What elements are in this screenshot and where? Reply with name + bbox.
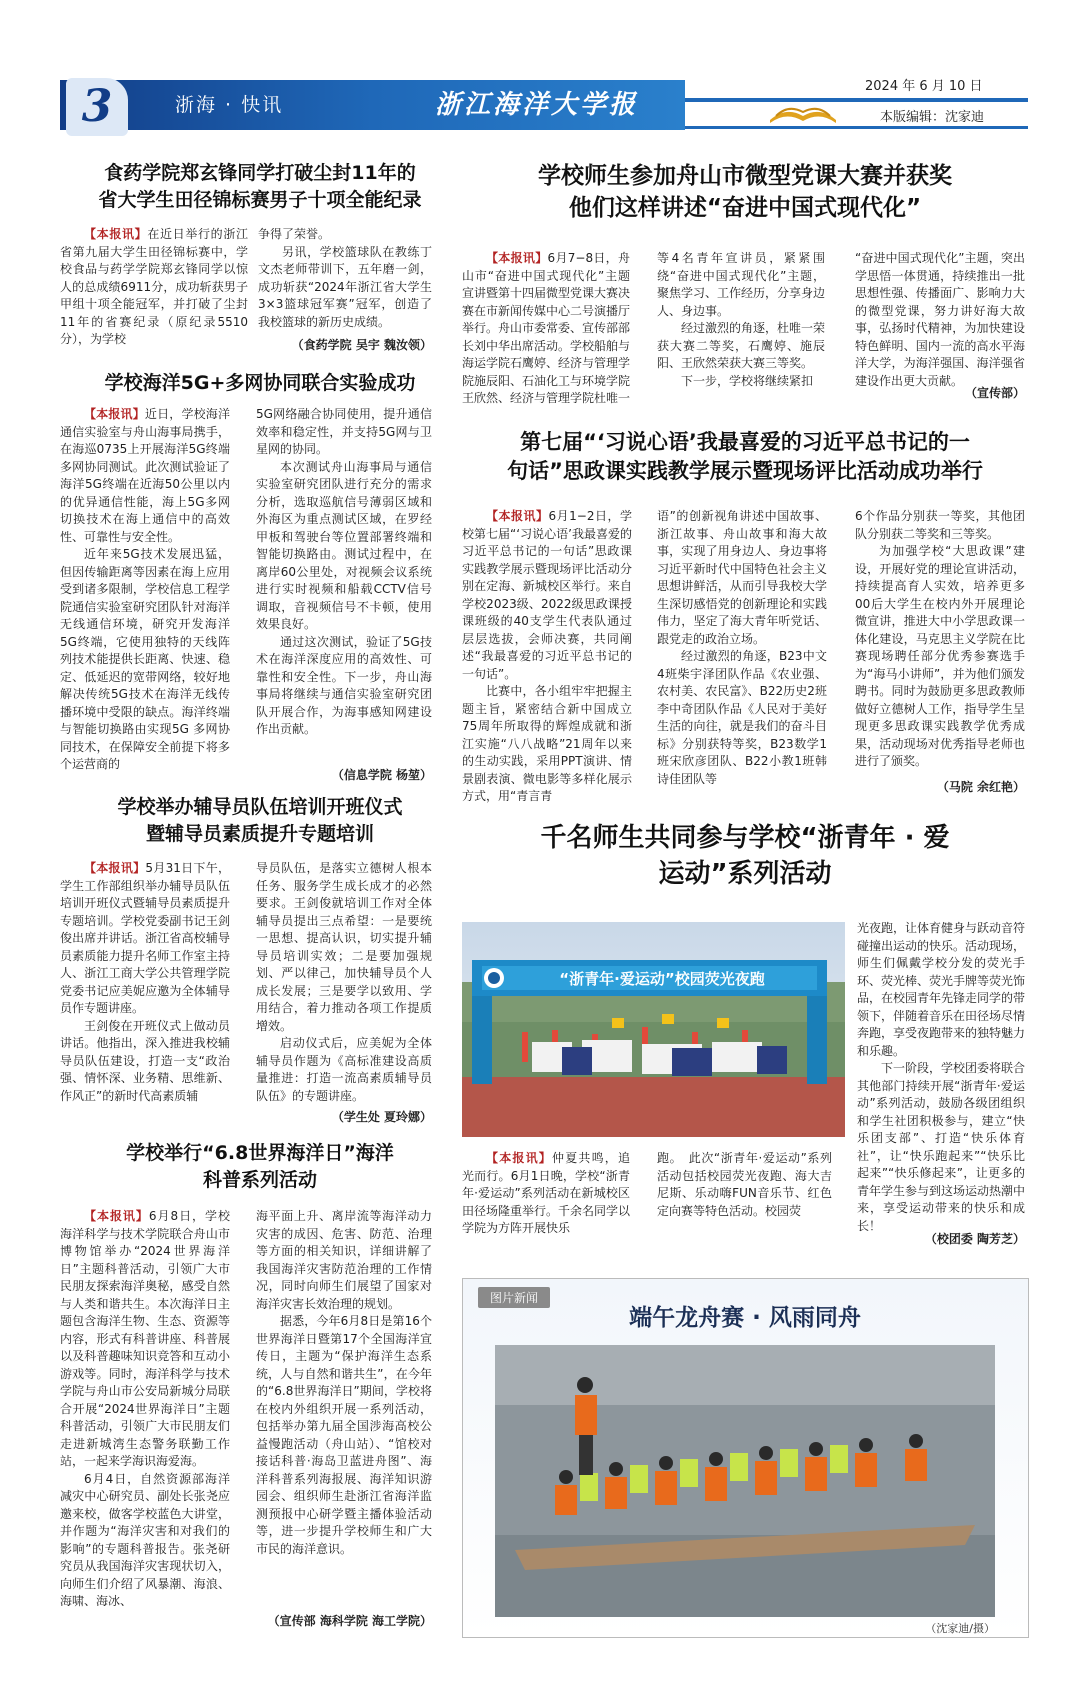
byline: （信息学院 杨堃）	[331, 768, 432, 782]
byline: （食药学院 吴宇 魏汝领）	[291, 338, 432, 352]
article-body	[462, 250, 630, 408]
article-body	[857, 920, 1025, 1235]
paragraph: 导员队伍，是落实立德树人根本任务、服务学生成长成才的必然要求。王剑俊就培训工作对全体辅导员提出三点希望：一是要统一思想、提高认识，切实提升辅导员培训实效；二是要加强规划、严以律己，加快辅导员个人成长发展；三是要学以致用、学用结合，着力推动各项工作提质增效。	[256, 861, 432, 1033]
report-tag: 【本报讯】	[84, 407, 145, 421]
paragraph: 近日，学校海洋通信实验室与舟山海事局携手，在海巡0735上开展海洋5G终端多网协同测试。此次测试验证了海洋5G终端在近海50公里以内的优异通信性能，海上5G多网切换技术在海上通信中的高效性、可靠性与安全性。	[60, 407, 230, 544]
article-headline: 学校海洋5G+多网协同联合实验成功	[104, 372, 416, 394]
article-body	[256, 860, 432, 1105]
paragraph: 6月7−8日，舟山市“奋进中国式现代化”主题宣讲暨第十四届微型党课大赛决赛在市新闻传媒中心二号演播厅举行。舟山市委常委、宣传部部长刘中华出席活动。学校船舶与海运学院石鹰婷、经济与管理学院施辰阳、石油化工与环境学院王欣然、经济与管理学院杜唯一	[462, 251, 631, 405]
article-body	[60, 406, 230, 774]
paragraph: 5G网络融合协同使用，提升通信效率和稳定性，并支持5G网与卫星网的协同。	[256, 407, 432, 456]
article-body	[60, 1208, 230, 1611]
paragraph: 争得了荣誉。	[258, 227, 331, 241]
paragraph: 本次测试舟山海事局与通信实验室研究团队进行充分的需求分析，选取巡航信号薄弱区域和外海区为重点测试区域，在罗经甲板和驾驶台等位置部署终端和智能切换路由。测试过程中，在离岸60公里处，对视频会议系统进行实时视频和船载CCTV信号调取，音视频信号不卡顿，使用效果良好。	[256, 459, 432, 631]
article-body	[60, 860, 230, 1105]
paragraph: 王剑俊在开班仪式上做动员讲话。他指出，深入推进我校辅导员队伍建设，打造一支“政治强、情怀深、业务精、思维新、作风正”的新时代高素质辅	[60, 1018, 230, 1103]
report-tag: 【本报讯】	[486, 1151, 552, 1165]
paragraph: 海平面上升、离岸流等海洋动力灾害的成因、危害、防范、治理等方面的相关知识，详细讲解了我国海洋灾害防范治理的工作情况，同时向师生们展望了国家对海洋灾害长效治理的规划。	[256, 1209, 432, 1311]
headline-line: 他们这样讲述“奋进中国式现代化”	[568, 195, 922, 222]
report-tag: 【本报讯】	[84, 861, 146, 875]
paragraph: 等4名青年宣讲员，紧紧围绕“奋进中国式现代化”主题，聚焦学习、工作经历，分享身边人、身边事。	[657, 251, 826, 318]
article-body	[657, 250, 825, 390]
byline: （学生处 夏玲娜）	[331, 1110, 432, 1124]
article-body	[855, 250, 1025, 390]
masthead-rule-bottom	[685, 126, 1028, 129]
paragraph: 近年来5G技术发展迅猛，但因传输距离等因素在海上应用受到诸多限制，学校信息工程学院通信实验室研究团队针对海洋无线通信环境，研究开发海洋5G终端，它使用独特的天线阵列技术能提供长距离、快速、稳定、低延迟的宽带网络，较好地解决传统5G技术在海洋无线传播环境中受限的缺点。海洋终端与智能切换路由实现5G 多网协同技术，在保障安全前提下将多个运营商的	[60, 547, 230, 771]
section-name: 浙海 · 快讯	[175, 94, 284, 116]
paragraph: 光夜跑，让体育健身与跃动音符碰撞出运动的快乐。活动现场，师生们佩戴学校分发的荧光手环、荧光棒、荧光手牌等荧光饰品，在校园青年先锋走同学的带领下，伴随着音乐在田径场尽情奔跑，享受夜跑带来的独特魅力和乐趣。	[857, 921, 1026, 1058]
report-tag: 【本报讯】	[84, 227, 148, 241]
photo-illustration	[495, 1345, 995, 1617]
page-number: 3	[66, 78, 128, 136]
paragraph: 下一步，学校将继续紧扣	[681, 373, 814, 388]
issue-date: 2024 年 6 月 10 日	[865, 79, 983, 94]
paragraph: 经过激烈的角逐，杜唯一荣获大赛二等奖，石鹰婷、施辰阳、王欣然荣获大赛三等奖。	[657, 321, 826, 370]
article-body	[256, 1208, 432, 1558]
byline: （宣传部 海科学院 海工学院）	[267, 1614, 432, 1628]
byline: （马院 余红艳）	[936, 780, 1025, 794]
photo-illustration	[462, 922, 845, 1137]
dragon-boat-photo	[495, 1345, 995, 1617]
paragraph: 通过这次测试，验证了5G技术在海洋深度应用的高效性、可靠性和安全性。下一步，舟山海事局将继续与通信实验室研究团队开展合作，为海事感知网建设作出贡献。	[256, 634, 432, 736]
photo-banner-text: “浙青年·爱运动”校园荧光夜跑	[559, 970, 765, 988]
headline-line: 暨辅导员素质提升专题培训	[145, 822, 374, 845]
masthead	[60, 78, 1028, 136]
article-body	[855, 508, 1025, 771]
paragraph: 6个作品分别获一等奖，其他团队分别获二等奖和三等奖。	[855, 509, 1025, 541]
article-headline	[462, 160, 1028, 224]
night-run-photo	[462, 922, 845, 1137]
photo-credit: （沈家迪/摄）	[925, 1622, 995, 1635]
paper-title: 浙江海洋大学报	[435, 90, 639, 120]
article-body	[60, 226, 248, 349]
paragraph: 另讯，学校篮球队在教练丁文杰老师带训下，五年磨一剑，成功斩获“2024年浙江省大学生3×3篮球冠军赛”冠军，创造了我校篮球的新历史成绩。	[258, 244, 432, 329]
paragraph: “奋进中国式现代化”主题，突出学思悟一体贯通，持续推出一批思想性强、传播面广、影响力大的微型党课，努力讲好海大故事，弘扬时代精神，为加快建设特色鲜明、国内一流的高水平海洋大学，为海洋强国、海洋强省建设作出更大贡献。	[855, 251, 1025, 388]
article-body	[657, 1150, 832, 1220]
paragraph: 6月8日，学校海洋科学与技术学院联合舟山市博物馆举办“2024世界海洋日”主题科普活动，引领广大市民朋友探索海洋奥秘，感受自然与人类和谐共生。本次海洋日主题包含海洋生物、生态、资源等内容，形式有科普讲座、科普展以及科普趣味知识竞答和互动小游戏等。同时，海洋科学与技术学院与舟山市公安局新城分局联合开展“2024世界海洋日”主题科普活动，引领广大市民朋友们走进新城湾生态警务联勤工作站，一起来学海识海爱海。	[60, 1209, 230, 1468]
paragraph: 启动仪式后，应美妮为全体辅导员作题为《高标准建设高质量推进：打造一流高素质辅导员队伍》的专题讲座。	[256, 1036, 432, 1103]
article-headline	[60, 160, 460, 213]
paragraph: 语”的创新视角讲述中国故事、浙江故事、舟山故事和海大故事，实现了用身边人、身边事将习近平新时代中国特色社会主义思想讲鲜活，从而引导我校大学生深切感悟党的创新理论和实践伟力，坚定了海大青年听党话、跟党走的政治立场。	[657, 509, 827, 646]
article-headline	[455, 428, 1035, 487]
paragraph: 经过激烈的角逐，B23中文4班柴宇泽团队作品《农业强、农村美、农民富》、B22历史2班李中奇团队作品《人民对于美好生活的向往，就是我们的奋斗目标》分别获特等奖，B23数学1班宋欣彦团队、B22小教1班韩诗佳团队等	[657, 649, 827, 786]
headline-line: 食药学院郑玄锋同学打破尘封11年的	[104, 162, 416, 184]
headline-line: 省大学生田径锦标赛男子十项全能纪录	[98, 188, 422, 211]
report-tag: 【本报讯】	[486, 251, 548, 265]
article-body	[256, 406, 432, 739]
article-headline	[60, 1140, 460, 1193]
masthead-rule-top	[685, 98, 1028, 102]
article-body	[258, 226, 432, 331]
open-book-icon	[768, 98, 838, 124]
headline-line: 学校师生参加舟山市微型党课大赛并获奖	[538, 163, 952, 189]
headline-line: 学校举办辅导员队伍培训开班仪式	[117, 796, 403, 818]
report-tag: 【本报讯】	[486, 509, 549, 523]
page-editor: 本版编辑：沈家迪	[880, 110, 985, 125]
article-headline	[462, 820, 1028, 893]
headline-line: 句话”思政课实践教学展示暨现场评比活动成功举行	[507, 459, 983, 484]
paragraph: 比赛中，各小组牢牢把握主题主旨，紧密结合新中国成立75周年所取得的辉煌成就和浙江实施“八八战略”21周年以来的生动实践，采用PPT演讲、情景剧表演、微电影等多样化展示方式，用“青言青	[462, 684, 632, 803]
headline-line: 第七届“‘习说心语’我最喜爱的习近平总书记的一	[520, 430, 970, 454]
paragraph: 据悉，今年6月8日是第16个世界海洋日暨第17个全国海洋宣传日，主题为“保护海洋生态系统，人与自然和谐共生”，在今年的“6.8世界海洋日”期间，学校将在校内外组织开展一系列活动，包括举办第九届全国涉海高校公益慢跑活动（舟山站）、“馆校对接话科普·海岛卫蓝进舟图”、海洋科普系列海报展、海洋知识游园会、组织师生赴浙江省海洋监测预报中心研学暨主播体验活动等，进一步提升学校师生和广大市民的海洋意识。	[256, 1314, 432, 1556]
article-body	[462, 508, 632, 806]
paragraph: 6月1−2日，学校第七届“‘习说心语’我最喜爱的习近平总书记的一句话”思政课实践教学展示暨现场评比活动分别在定海、新城校区举行。来自学校2023级、2022级思政课授课班级的40支学生代表队通过层层选拔，会师决赛，共同阐述“我最喜爱的习近平总书记的一句话”。	[462, 509, 632, 681]
photo-news-title: 端午龙舟赛 · 风雨同舟	[629, 1305, 861, 1331]
article-body	[657, 508, 827, 788]
photo-news-tab: 图片新闻	[478, 1287, 550, 1308]
byline: （宣传部）	[964, 386, 1025, 400]
report-tag: 【本报讯】	[84, 1209, 149, 1223]
headline-line: 千名师生共同参与学校“浙青年 · 爱	[540, 823, 950, 853]
paragraph: 在近日举行的浙江省第九届大学生田径锦标赛中，学校食品与药学学院郑玄锋同学以惊人的总成绩6911分，成功斩获男子甲组十项全能冠军，并打破了尘封11年的省赛纪录（原纪录5510分），为学校	[60, 227, 248, 346]
paragraph: 仲夏共鸣，追光而行。6月1日晚，学校“浙青年·爱运动”系列活动在新城校区田径场隆重举行。千余名同学以学院为方阵开展快乐	[462, 1151, 631, 1235]
paragraph: 下一阶段，学校团委将联合其他部门持续开展“浙青年·爱运动”系列活动，鼓励各级团组织和学生社团积极参与，建立“快乐团支部”、打造“快乐体育社”，让“快乐跑起来”“快乐比起来”“快乐修起来”，让更多的青年学生参与到这场运动热潮中来，享受运动带来的快乐和成长！	[857, 1061, 1026, 1233]
paragraph: 5月31日下午，学生工作部组织举办辅导员队伍培训开班仪式暨辅导员素质提升专题培训。学校党委副书记王剑俊出席并讲话。浙江省高校辅导员素质能力提升名师工作室主持人、浙江工商大学公共管理学院党委书记应美妮应邀为全体辅导员作专题讲座。	[60, 861, 230, 1015]
headline-line: 运动”系列活动	[658, 859, 832, 890]
headline-line: 科普系列活动	[202, 1168, 317, 1191]
article-headline	[60, 794, 460, 847]
paragraph: 为加强学校“大思政课”建设，开展好党的理论宣讲活动，持续提高育人实效，培养更多00后大学生在校内外开展理论微宣讲，推进大中小学思政课一体化建设，马克思主义学院在比赛现场聘任部分优秀参赛选手为“海马小讲师”，并为他们颁发聘书。同时为鼓励更多思政教师做好立德树人工作，指导学生呈现更多思政课实践教学优秀成果，活动现场对优秀指导老师也进行了颁奖。	[855, 544, 1025, 768]
byline: （校团委 陶芳芝）	[924, 1232, 1025, 1246]
headline-line: 学校举行“6.8世界海洋日”海洋	[126, 1142, 394, 1164]
article-body	[462, 1150, 630, 1238]
paragraph: 6月4日，自然资源部海洋减灾中心研究员、副处长张尧应邀来校，做客学校蓝色大讲堂，并作题为“海洋灾害和对我们的影响”的专题科普报告。张尧研究员从我国海洋灾害现状切入，向师生们介绍了风暴潮、海浪、海啸、海冰、	[60, 1471, 230, 1608]
paragraph: 跑。 此次“浙青年·爱运动”系列活动包括校园荧光夜跑、海大吉尼斯、乐动嗨FUN音乐节、红色定向赛等特色活动。校园荧	[657, 1151, 832, 1218]
